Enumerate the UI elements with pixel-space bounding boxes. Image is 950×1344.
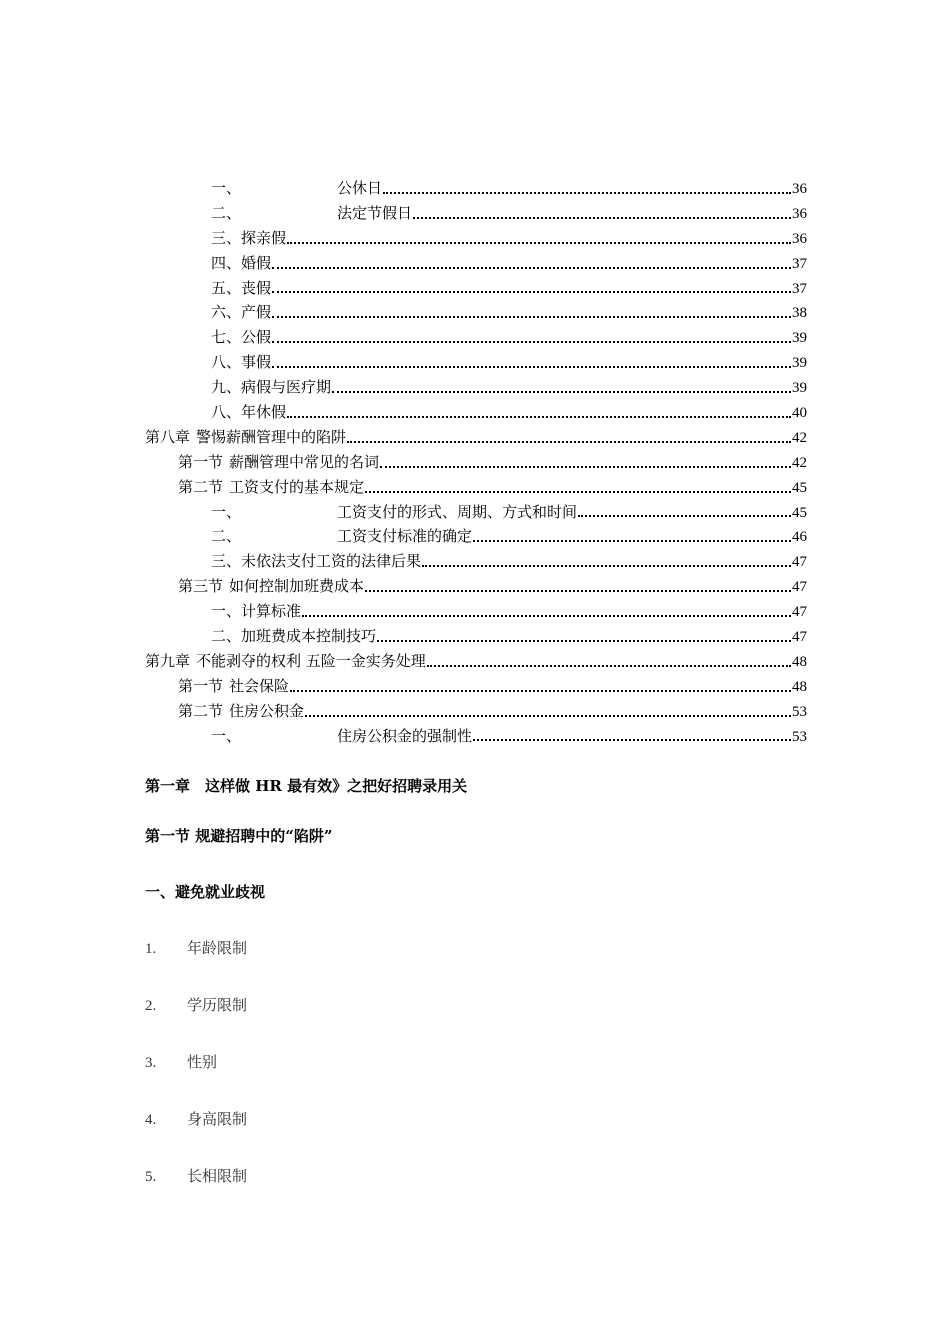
toc-entry[interactable] bbox=[145, 549, 807, 574]
toc-entry-page: 53 bbox=[792, 703, 807, 720]
toc-entry-title: 加班费成本控制技巧 bbox=[241, 627, 377, 646]
toc-entry-page: 36 bbox=[792, 205, 807, 222]
toc-entry-page: 53 bbox=[792, 728, 807, 745]
toc-entry-page: 48 bbox=[792, 678, 807, 695]
toc-entry-title: 未依法支付工资的法律后果 bbox=[241, 552, 422, 571]
toc-entry-title: 婚假 bbox=[241, 253, 272, 272]
toc-entry-title: 事假 bbox=[241, 353, 272, 372]
toc-entry-number: 四、 bbox=[211, 253, 242, 272]
toc-entry-number: 三、 bbox=[211, 552, 242, 571]
list-item-text: 学历限制 bbox=[187, 996, 248, 1014]
toc-entry-page: 37 bbox=[792, 280, 807, 297]
list-item-number: 1. bbox=[145, 941, 157, 957]
toc-dot-leader bbox=[332, 390, 791, 393]
toc-dot-leader bbox=[365, 490, 791, 493]
toc-dot-leader bbox=[272, 315, 791, 318]
toc-entry-number: 第三节 bbox=[178, 577, 224, 596]
toc-entry-number: 七、 bbox=[211, 328, 242, 347]
toc-entry[interactable] bbox=[145, 325, 807, 350]
toc-entry[interactable] bbox=[145, 724, 807, 749]
toc-dot-leader bbox=[272, 290, 791, 293]
list-item-number: 4. bbox=[145, 1112, 157, 1128]
toc-entry[interactable] bbox=[145, 425, 807, 450]
toc-entry-page: 47 bbox=[792, 579, 807, 596]
toc-dot-leader bbox=[427, 664, 791, 667]
toc-entry-page: 39 bbox=[792, 330, 807, 347]
toc-dot-leader bbox=[272, 340, 791, 343]
toc-dot-leader bbox=[578, 514, 791, 517]
list-item-text: 性别 bbox=[187, 1053, 218, 1071]
toc-entry-page: 36 bbox=[792, 181, 807, 197]
toc-dot-leader bbox=[272, 266, 791, 269]
toc-entry-page: 38 bbox=[792, 305, 807, 322]
toc-entry-page: 40 bbox=[792, 405, 807, 422]
toc-entry-number: 九、 bbox=[211, 378, 242, 397]
toc-entry-title: 社会保险 bbox=[229, 676, 290, 695]
toc-entry[interactable] bbox=[145, 375, 807, 400]
toc-entry-number: 第二节 bbox=[178, 477, 224, 496]
list-item-number: 3. bbox=[145, 1055, 157, 1071]
toc-entry-page: 47 bbox=[792, 629, 807, 646]
list-item bbox=[145, 937, 807, 958]
toc-entry[interactable] bbox=[145, 350, 807, 375]
toc-entry-title: 计算标准 bbox=[241, 602, 302, 621]
toc-entry-number: 八、 bbox=[211, 353, 242, 372]
toc-entry-page: 39 bbox=[792, 355, 807, 372]
toc-entry-number: 二、 bbox=[211, 527, 242, 546]
toc-entry-title: 警惕薪酬管理中的陷阱 bbox=[196, 427, 347, 446]
toc-entry[interactable] bbox=[145, 624, 807, 649]
subsection-heading: 一、避免就业歧视 bbox=[145, 883, 266, 901]
toc-entry-page: 47 bbox=[792, 554, 807, 571]
section-heading: 第一节 规避招聘中的“陷阱” bbox=[145, 827, 333, 845]
toc-entry-page: 37 bbox=[792, 255, 807, 272]
toc-entry-title: 工资支付的基本规定 bbox=[229, 477, 365, 496]
toc-entry-title: 产假 bbox=[241, 303, 272, 322]
toc-entry-title: 年休假 bbox=[241, 403, 287, 422]
toc-entry-title: 如何控制加班费成本 bbox=[229, 577, 365, 596]
toc-dot-leader bbox=[413, 216, 791, 219]
toc-entry-number: 三、 bbox=[211, 228, 242, 247]
toc-entry-title: 丧假 bbox=[241, 278, 272, 297]
toc-dot-leader bbox=[383, 191, 791, 194]
toc-entry-title: 公假 bbox=[241, 328, 272, 347]
toc-entry[interactable] bbox=[145, 574, 807, 599]
toc-entry-title: 薪酬管理中常见的名词 bbox=[229, 452, 380, 471]
toc-entry-number: 二、 bbox=[211, 627, 242, 646]
toc-entry[interactable] bbox=[145, 475, 807, 500]
toc-entry-page: 42 bbox=[792, 454, 807, 471]
toc-entry-number: 第二节 bbox=[178, 701, 224, 720]
toc-entry[interactable] bbox=[145, 300, 807, 325]
toc-dot-leader bbox=[473, 539, 791, 542]
toc-dot-leader bbox=[422, 564, 791, 567]
toc-entry-page: 36 bbox=[792, 230, 807, 247]
toc-entry-page: 39 bbox=[792, 380, 807, 397]
list-item bbox=[145, 1051, 807, 1072]
toc-entry-page: 46 bbox=[792, 529, 807, 546]
toc-dot-leader bbox=[272, 365, 791, 368]
toc-dot-leader bbox=[473, 738, 791, 741]
toc-entry[interactable] bbox=[145, 450, 807, 475]
list-item bbox=[145, 1165, 807, 1186]
list-item-text: 长相限制 bbox=[187, 1167, 248, 1185]
toc-entry-title: 住房公积金的强制性 bbox=[337, 726, 473, 745]
toc-entry[interactable] bbox=[145, 500, 807, 525]
toc-dot-leader bbox=[365, 589, 791, 592]
toc-entry[interactable] bbox=[145, 524, 807, 549]
toc-entry-title: 探亲假 bbox=[241, 228, 287, 247]
toc-dot-leader bbox=[305, 714, 791, 717]
toc-entry-title: 工资支付标准的确定 bbox=[337, 527, 473, 546]
toc-entry[interactable] bbox=[145, 201, 807, 226]
list-item-number: 5. bbox=[145, 1169, 157, 1185]
toc-entry-title: 公休日 bbox=[337, 179, 383, 197]
toc-entry-number: 第九章 bbox=[145, 651, 191, 670]
list-item-text: 身高限制 bbox=[187, 1110, 248, 1128]
toc-dot-leader bbox=[347, 440, 791, 443]
toc-entry-number: 一、 bbox=[211, 726, 242, 745]
toc-dot-leader bbox=[287, 241, 791, 244]
toc-entry[interactable] bbox=[145, 226, 807, 251]
table-of-contents bbox=[145, 176, 807, 748]
toc-entry[interactable] bbox=[145, 599, 807, 624]
toc-entry-title: 不能剥夺的权利 五险一金实务处理 bbox=[196, 651, 426, 670]
list-item-text: 年龄限制 bbox=[187, 939, 248, 957]
list-item bbox=[145, 1108, 807, 1129]
toc-entry-page: 45 bbox=[792, 479, 807, 496]
chapter-heading: 第一章 这样做 HR 最有效》之把好招聘录用关 bbox=[145, 777, 468, 795]
toc-entry[interactable] bbox=[145, 276, 807, 301]
list-item-number: 2. bbox=[145, 998, 157, 1014]
toc-dot-leader bbox=[287, 415, 791, 418]
toc-entry-title: 住房公积金 bbox=[229, 701, 305, 720]
toc-entry-page: 42 bbox=[792, 429, 807, 446]
toc-entry-number: 五、 bbox=[211, 278, 242, 297]
toc-entry[interactable] bbox=[145, 251, 807, 276]
toc-entry-page: 45 bbox=[792, 504, 807, 521]
toc-entry-title: 病假与医疗期 bbox=[241, 378, 332, 397]
toc-entry[interactable] bbox=[145, 649, 807, 674]
toc-entry-number: 八、 bbox=[211, 403, 242, 422]
toc-dot-leader bbox=[380, 465, 791, 468]
toc-entry-title: 法定节假日 bbox=[337, 203, 413, 222]
toc-entry-number: 一、 bbox=[211, 179, 242, 197]
toc-entry-page: 47 bbox=[792, 604, 807, 621]
toc-entry-title: 工资支付的形式、周期、方式和时间 bbox=[337, 502, 578, 521]
toc-entry-number: 第一节 bbox=[178, 676, 224, 695]
toc-entry[interactable] bbox=[145, 674, 807, 699]
toc-entry[interactable] bbox=[145, 176, 807, 201]
list-item bbox=[145, 994, 807, 1015]
toc-dot-leader bbox=[302, 614, 791, 617]
toc-dot-leader bbox=[290, 689, 791, 692]
toc-entry-number: 第八章 bbox=[145, 427, 191, 446]
toc-entry[interactable] bbox=[145, 400, 807, 425]
toc-entry-number: 六、 bbox=[211, 303, 242, 322]
toc-entry-number: 二、 bbox=[211, 203, 242, 222]
toc-entry-number: 一、 bbox=[211, 602, 242, 621]
toc-entry-number: 第一节 bbox=[178, 452, 224, 471]
toc-dot-leader bbox=[377, 639, 791, 642]
toc-entry-page: 48 bbox=[792, 653, 807, 670]
toc-entry[interactable] bbox=[145, 699, 807, 724]
toc-entry-number: 一、 bbox=[211, 502, 242, 521]
